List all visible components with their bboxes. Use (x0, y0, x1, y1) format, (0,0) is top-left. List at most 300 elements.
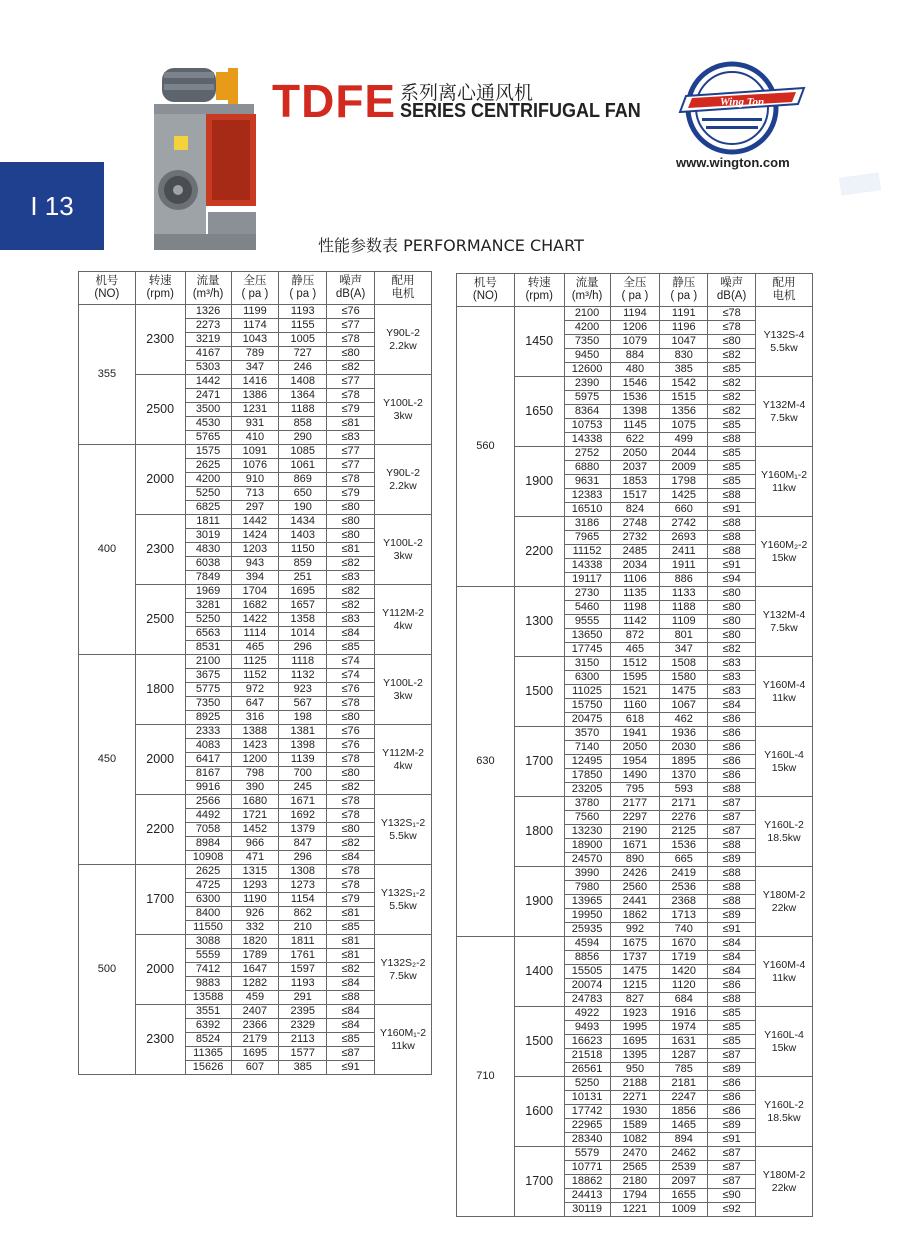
column-header-motor-line2: 电机 (772, 290, 796, 302)
noise-cell: ≤87 (708, 1147, 756, 1161)
noise-cell: ≤82 (708, 377, 756, 391)
total-pressure-cell: 931 (231, 417, 279, 431)
static-pressure-cell: 801 (660, 629, 708, 643)
static-pressure-cell: 385 (660, 363, 708, 377)
flow-cell: 14338 (564, 559, 610, 573)
flow-cell: 8984 (185, 837, 231, 851)
static-pressure-cell: 1408 (279, 375, 327, 389)
total-pressure-cell: 1721 (231, 809, 279, 823)
noise-cell: ≤78 (327, 865, 375, 879)
flow-cell: 2471 (185, 389, 231, 403)
series-title-en: SERIES CENTRIFUGAL FAN (400, 100, 641, 122)
motor-power: 18.5kw (767, 1111, 801, 1124)
column-header-noise (708, 274, 756, 307)
total-pressure-cell: 1200 (231, 753, 279, 767)
static-pressure-cell: 1542 (660, 377, 708, 391)
motor-model: Y160M-4 (762, 958, 806, 971)
total-pressure-cell: 1215 (610, 979, 660, 993)
total-pressure-cell: 2180 (610, 1175, 660, 1189)
total-pressure-cell: 465 (610, 643, 660, 657)
column-header-static-line1: 静压 (672, 277, 696, 289)
noise-cell: ≤78 (327, 879, 375, 893)
model-title: TDFE (272, 75, 397, 127)
flow-cell: 23205 (564, 783, 610, 797)
static-pressure-cell: 1193 (279, 305, 327, 319)
total-pressure-cell: 1517 (610, 489, 660, 503)
total-pressure-cell: 2565 (610, 1161, 660, 1175)
performance-table-left (78, 271, 432, 1075)
static-pressure-cell: 2411 (660, 545, 708, 559)
total-pressure-cell: 471 (231, 851, 279, 865)
flow-cell: 20074 (564, 979, 610, 993)
total-pressure-cell: 1203 (231, 543, 279, 557)
total-pressure-cell: 2366 (231, 1019, 279, 1033)
decoration (839, 172, 881, 195)
motor-power: 11kw (772, 691, 796, 704)
noise-cell: ≤82 (327, 361, 375, 375)
motor-model: Y160L-2 (764, 818, 804, 831)
flow-cell: 4725 (185, 879, 231, 893)
flow-cell: 4530 (185, 417, 231, 431)
total-pressure-cell: 2560 (610, 881, 660, 895)
static-pressure-cell: 700 (279, 767, 327, 781)
total-pressure-cell: 1682 (231, 599, 279, 613)
total-pressure-cell: 1231 (231, 403, 279, 417)
flow-cell: 2390 (564, 377, 610, 391)
total-pressure-cell: 1043 (231, 333, 279, 347)
total-pressure-cell: 1536 (610, 391, 660, 405)
flow-cell: 8856 (564, 951, 610, 965)
static-pressure-cell: 567 (279, 697, 327, 711)
static-pressure-cell: 1916 (660, 1007, 708, 1021)
total-pressure-cell: 1194 (610, 307, 660, 321)
total-pressure-cell: 1794 (610, 1189, 660, 1203)
column-header-motor-line2: 电机 (391, 288, 415, 300)
noise-cell: ≤86 (708, 979, 756, 993)
noise-cell: ≤85 (708, 461, 756, 475)
flow-cell: 7560 (564, 811, 610, 825)
flow-cell: 17742 (564, 1105, 610, 1119)
total-pressure-cell: 2050 (610, 741, 660, 755)
motor-cell (375, 305, 432, 375)
flow-cell: 3990 (564, 867, 610, 881)
motor-cell (375, 585, 432, 655)
motor-model: Y112M-2 (382, 606, 424, 619)
total-pressure-cell: 1206 (610, 321, 660, 335)
column-header-static-line1: 静压 (291, 275, 315, 287)
flow-cell: 7849 (185, 571, 231, 585)
total-pressure-cell: 2748 (610, 517, 660, 531)
speed-cell: 1500 (514, 1007, 564, 1077)
flow-cell: 5775 (185, 683, 231, 697)
motor-cell (756, 1147, 813, 1217)
total-pressure-cell: 2441 (610, 895, 660, 909)
noise-cell: ≤80 (708, 587, 756, 601)
total-pressure-cell: 1082 (610, 1133, 660, 1147)
motor-model: Y132S-4 (763, 328, 805, 341)
motor-power: 11kw (391, 1039, 415, 1052)
static-pressure-cell: 1381 (279, 725, 327, 739)
flow-cell: 1969 (185, 585, 231, 599)
motor-model: Y90L-2 (386, 326, 420, 339)
motor-model: Y160M-4 (762, 678, 806, 691)
static-pressure-cell: 1133 (660, 587, 708, 601)
static-pressure-cell: 1109 (660, 615, 708, 629)
total-pressure-cell: 410 (231, 431, 279, 445)
static-pressure-cell: 2276 (660, 811, 708, 825)
noise-cell: ≤82 (327, 599, 375, 613)
flow-cell: 4200 (564, 321, 610, 335)
noise-cell: ≤83 (708, 685, 756, 699)
static-pressure-cell: 1692 (279, 809, 327, 823)
noise-cell: ≤88 (708, 489, 756, 503)
machine-number-cell: 500 (79, 865, 136, 1075)
static-pressure-cell: 1580 (660, 671, 708, 685)
flow-cell: 7980 (564, 881, 610, 895)
column-header-flow (564, 274, 610, 307)
total-pressure-cell: 2034 (610, 559, 660, 573)
static-pressure-cell: 1719 (660, 951, 708, 965)
static-pressure-cell: 1895 (660, 755, 708, 769)
motor-cell (756, 377, 813, 447)
noise-cell: ≤80 (327, 515, 375, 529)
static-pressure-cell: 1577 (279, 1047, 327, 1061)
total-pressure-cell: 1125 (231, 655, 279, 669)
static-pressure-cell: 2009 (660, 461, 708, 475)
noise-cell: ≤80 (327, 823, 375, 837)
noise-cell: ≤85 (327, 921, 375, 935)
motor-power: 3kw (393, 689, 413, 702)
flow-cell: 5250 (185, 487, 231, 501)
noise-cell: ≤83 (327, 571, 375, 585)
static-pressure-cell: 727 (279, 347, 327, 361)
static-pressure-cell: 385 (279, 1061, 327, 1075)
column-header-motor (375, 272, 432, 305)
total-pressure-cell: 618 (610, 713, 660, 727)
total-pressure-cell: 1490 (610, 769, 660, 783)
static-pressure-cell: 1597 (279, 963, 327, 977)
total-pressure-cell: 1315 (231, 865, 279, 879)
flow-cell: 3675 (185, 669, 231, 683)
flow-cell: 18862 (564, 1175, 610, 1189)
column-header-flow-line1: 流量 (196, 275, 220, 287)
flow-cell: 17850 (564, 769, 610, 783)
flow-cell: 7350 (564, 335, 610, 349)
column-header-speed-line1: 转速 (148, 275, 172, 287)
total-pressure-cell: 1152 (231, 669, 279, 683)
column-header-noise-line1: 噪声 (720, 277, 744, 289)
static-pressure-cell: 1434 (279, 515, 327, 529)
flow-cell: 16510 (564, 503, 610, 517)
table-row (457, 587, 813, 601)
total-pressure-cell: 465 (231, 641, 279, 655)
static-pressure-cell: 2247 (660, 1091, 708, 1105)
total-pressure-cell: 1091 (231, 445, 279, 459)
noise-cell: ≤91 (327, 1061, 375, 1075)
motor-cell (375, 795, 432, 865)
flow-cell: 9631 (564, 475, 610, 489)
flow-cell: 11365 (185, 1047, 231, 1061)
static-pressure-cell: 1075 (660, 419, 708, 433)
flow-cell: 1326 (185, 305, 231, 319)
noise-cell: ≤81 (327, 949, 375, 963)
flow-cell: 5765 (185, 431, 231, 445)
static-pressure-cell: 1188 (660, 601, 708, 615)
flow-cell: 15505 (564, 965, 610, 979)
noise-cell: ≤85 (708, 363, 756, 377)
static-pressure-cell: 1132 (279, 669, 327, 683)
column-header-flow-line2: (m³/h) (192, 288, 224, 300)
flow-cell: 5250 (185, 613, 231, 627)
noise-cell: ≤86 (708, 727, 756, 741)
motor-model: Y160M₁-2 (760, 468, 808, 481)
total-pressure-cell: 1521 (610, 685, 660, 699)
table-row (79, 445, 432, 459)
speed-cell: 2500 (135, 585, 185, 655)
static-pressure-cell: 740 (660, 923, 708, 937)
static-pressure-cell: 1657 (279, 599, 327, 613)
flow-cell: 28340 (564, 1133, 610, 1147)
total-pressure-cell: 1589 (610, 1119, 660, 1133)
noise-cell: ≤88 (708, 839, 756, 853)
total-pressure-cell: 872 (610, 629, 660, 643)
fan-illustration (150, 62, 262, 252)
motor-power: 3kw (393, 549, 413, 562)
column-header-total-line1: 全压 (623, 277, 647, 289)
total-pressure-cell: 647 (231, 697, 279, 711)
total-pressure-cell: 2271 (610, 1091, 660, 1105)
static-pressure-cell: 1475 (660, 685, 708, 699)
motor-model: Y180M-2 (762, 888, 806, 901)
noise-cell: ≤91 (708, 1133, 756, 1147)
motor-model: Y132S₁-2 (380, 886, 426, 899)
total-pressure-cell: 798 (231, 767, 279, 781)
noise-cell: ≤79 (327, 893, 375, 907)
static-pressure-cell: 1670 (660, 937, 708, 951)
noise-cell: ≤80 (327, 529, 375, 543)
static-pressure-cell: 347 (660, 643, 708, 657)
noise-cell: ≤84 (708, 951, 756, 965)
static-pressure-cell: 1364 (279, 389, 327, 403)
total-pressure-cell: 992 (610, 923, 660, 937)
motor-cell (756, 797, 813, 867)
static-pressure-cell: 1005 (279, 333, 327, 347)
total-pressure-cell: 1282 (231, 977, 279, 991)
noise-cell: ≤76 (327, 683, 375, 697)
static-pressure-cell: 2395 (279, 1005, 327, 1019)
flow-cell: 7965 (564, 531, 610, 545)
noise-cell: ≤78 (708, 321, 756, 335)
noise-cell: ≤80 (708, 601, 756, 615)
total-pressure-cell: 789 (231, 347, 279, 361)
noise-cell: ≤81 (327, 543, 375, 557)
noise-cell: ≤86 (708, 755, 756, 769)
table-row (457, 937, 813, 951)
motor-model: Y160L-2 (764, 1098, 804, 1111)
motor-power: 5.5kw (770, 341, 798, 354)
flow-cell: 2100 (564, 307, 610, 321)
static-pressure-cell: 2368 (660, 895, 708, 909)
noise-cell: ≤83 (708, 671, 756, 685)
column-header-static-line2: ( pa ) (670, 290, 698, 302)
motor-power: 7.5kw (770, 621, 798, 634)
motor-cell (375, 1005, 432, 1075)
flow-cell: 4200 (185, 473, 231, 487)
noise-cell: ≤79 (327, 487, 375, 501)
total-pressure-cell: 1145 (610, 419, 660, 433)
noise-cell: ≤80 (327, 767, 375, 781)
speed-cell: 2000 (135, 445, 185, 515)
noise-cell: ≤88 (327, 991, 375, 1005)
table-row (79, 655, 432, 669)
motor-model: Y132M-4 (762, 398, 806, 411)
static-pressure-cell: 2181 (660, 1077, 708, 1091)
flow-cell: 13650 (564, 629, 610, 643)
total-pressure-cell: 2037 (610, 461, 660, 475)
motor-cell (375, 375, 432, 445)
static-pressure-cell: 1085 (279, 445, 327, 459)
total-pressure-cell: 1675 (610, 937, 660, 951)
static-pressure-cell: 894 (660, 1133, 708, 1147)
noise-cell: ≤78 (327, 753, 375, 767)
noise-cell: ≤76 (327, 725, 375, 739)
speed-cell: 1900 (514, 867, 564, 937)
page-section-tab (0, 162, 104, 250)
total-pressure-cell: 1424 (231, 529, 279, 543)
noise-cell: ≤84 (327, 977, 375, 991)
total-pressure-cell: 1423 (231, 739, 279, 753)
flow-cell: 9916 (185, 781, 231, 795)
speed-cell: 2300 (135, 1005, 185, 1075)
speed-cell: 2300 (135, 305, 185, 375)
noise-cell: ≤86 (708, 1091, 756, 1105)
column-header-static (660, 274, 708, 307)
noise-cell: ≤86 (708, 769, 756, 783)
total-pressure-cell: 966 (231, 837, 279, 851)
noise-cell: ≤94 (708, 573, 756, 587)
static-pressure-cell: 1811 (279, 935, 327, 949)
total-pressure-cell: 890 (610, 853, 660, 867)
motor-cell (375, 515, 432, 585)
motor-power: 18.5kw (767, 831, 801, 844)
static-pressure-cell: 1014 (279, 627, 327, 641)
column-header-machine-line2: (NO) (94, 288, 120, 300)
static-pressure-cell: 1798 (660, 475, 708, 489)
static-pressure-cell: 1974 (660, 1021, 708, 1035)
total-pressure-cell: 1221 (610, 1203, 660, 1217)
flow-cell: 13588 (185, 991, 231, 1005)
flow-cell: 4594 (564, 937, 610, 951)
noise-cell: ≤87 (708, 825, 756, 839)
motor-cell (756, 307, 813, 377)
flow-cell: 24570 (564, 853, 610, 867)
total-pressure-cell: 1114 (231, 627, 279, 641)
static-pressure-cell: 1425 (660, 489, 708, 503)
flow-cell: 9883 (185, 977, 231, 991)
page-section-label: I 13 (30, 190, 74, 221)
total-pressure-cell: 2297 (610, 811, 660, 825)
column-header-speed (514, 274, 564, 307)
machine-number-cell: 630 (457, 587, 515, 937)
static-pressure-cell: 869 (279, 473, 327, 487)
static-pressure-cell: 1695 (279, 585, 327, 599)
flow-cell: 2566 (185, 795, 231, 809)
flow-cell: 19117 (564, 573, 610, 587)
total-pressure-cell: 1416 (231, 375, 279, 389)
column-header-machine-line1: 机号 (95, 275, 119, 287)
column-header-motor (756, 274, 813, 307)
total-pressure-cell: 2188 (610, 1077, 660, 1091)
static-pressure-cell: 1191 (660, 307, 708, 321)
noise-cell: ≤78 (327, 697, 375, 711)
total-pressure-cell: 1695 (231, 1047, 279, 1061)
static-pressure-cell: 2125 (660, 825, 708, 839)
static-pressure-cell: 462 (660, 713, 708, 727)
motor-power: 15kw (771, 1041, 797, 1054)
flow-cell: 5250 (564, 1077, 610, 1091)
noise-cell: ≤89 (708, 909, 756, 923)
performance-table-right (456, 273, 813, 1217)
static-pressure-cell: 1713 (660, 909, 708, 923)
flow-cell: 18900 (564, 839, 610, 853)
motor-power: 15kw (771, 551, 797, 564)
motor-cell (756, 1007, 813, 1077)
static-pressure-cell: 650 (279, 487, 327, 501)
noise-cell: ≤83 (708, 657, 756, 671)
noise-cell: ≤86 (708, 713, 756, 727)
noise-cell: ≤89 (708, 1063, 756, 1077)
flow-cell: 5975 (564, 391, 610, 405)
static-pressure-cell: 847 (279, 837, 327, 851)
static-pressure-cell: 886 (660, 573, 708, 587)
static-pressure-cell: 1936 (660, 727, 708, 741)
total-pressure-cell: 2177 (610, 797, 660, 811)
static-pressure-cell: 1196 (660, 321, 708, 335)
flow-cell: 6880 (564, 461, 610, 475)
motor-model: Y132S₁-2 (380, 816, 426, 829)
static-pressure-cell: 2171 (660, 797, 708, 811)
total-pressure-cell: 1704 (231, 585, 279, 599)
static-pressure-cell: 1287 (660, 1049, 708, 1063)
total-pressure-cell: 1647 (231, 963, 279, 977)
column-header-total-line2: ( pa ) (621, 290, 649, 302)
column-header-motor-line1: 配用 (391, 275, 415, 287)
motor-power: 4kw (393, 619, 413, 632)
flow-cell: 7140 (564, 741, 610, 755)
machine-number-cell: 560 (457, 307, 515, 587)
website-link[interactable]: www.wington.com (676, 155, 790, 170)
flow-cell: 11550 (185, 921, 231, 935)
noise-cell: ≤91 (708, 503, 756, 517)
total-pressure-cell: 1954 (610, 755, 660, 769)
noise-cell: ≤84 (708, 699, 756, 713)
flow-cell: 16623 (564, 1035, 610, 1049)
total-pressure-cell: 1475 (610, 965, 660, 979)
noise-cell: ≤84 (327, 1019, 375, 1033)
total-pressure-cell: 1789 (231, 949, 279, 963)
static-pressure-cell: 2030 (660, 741, 708, 755)
noise-cell: ≤88 (708, 517, 756, 531)
total-pressure-cell: 910 (231, 473, 279, 487)
total-pressure-cell: 394 (231, 571, 279, 585)
noise-cell: ≤78 (708, 307, 756, 321)
static-pressure-cell: 1358 (279, 613, 327, 627)
motor-power: 2.2kw (389, 479, 417, 492)
flow-cell: 1442 (185, 375, 231, 389)
noise-cell: ≤87 (708, 797, 756, 811)
flow-cell: 5559 (185, 949, 231, 963)
total-pressure-cell: 1941 (610, 727, 660, 741)
